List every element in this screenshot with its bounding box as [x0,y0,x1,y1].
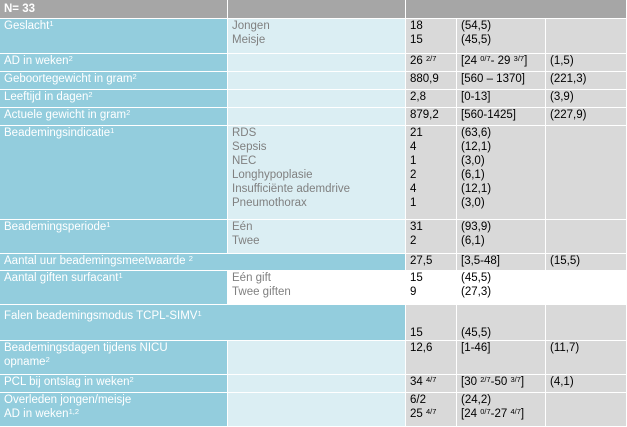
row-label-leeftijd: Leeftijd in dagen$^2$ [0,90,228,108]
table-row: Actuele gewicht in gram$^2$ 879,2 [560-1425] (227,9) [0,108,627,126]
table-row: PCL bij ontslag in weken$^2$ 34 $^{4/7}$ [30 $^{2/7}$-50 $^{3/7}$] (4,1) [0,375,627,393]
table-header-row [0,0,627,19]
table-row: Geslacht$^1$ Jongen Meisje 18 15 (54,5) (45,5) [0,19,627,54]
table-row: Beademingsindicatie$^1$ RDS Sepsis NEC Longhypoplasie Insufficiënte ademdrive Pneumothorax 21 4 1 2 4 1 (63,6) (12,1) (3,0) (6,1) (12,1) (3,0) [0,126,627,220]
row-label-beademingsperiode: Beademingsperiode$^1$ [0,220,228,254]
row-label-geboortegewicht: Geboortegewicht in gram$^2$ [0,72,228,90]
table-row: Beademingsdagen tijdens NICU opname$^2$ 12,6 [1-46] (11,7) [0,341,627,375]
row-label-geslacht: Geslacht$^1$ [0,19,228,54]
table-row: Falen beademingsmodus TCPL-SIMV$^1$ 15 (45,5) [0,305,627,341]
n-count: N= 33 [0,0,228,19]
row-label-aantal-uur: Aantal uur beademingsmeetwaarde $^2$ [0,254,406,271]
row-label-surfactant: Aantal giften surfacant$^1$ [0,271,228,305]
table-row: Aantal uur beademingsmeetwaarde $^2$ 27,5 [3,5-48] (15,5) [0,254,627,271]
table-row: Leeftijd in dagen$^2$ 2,8 [0-13] (3,9) [0,90,627,108]
row-label-actueel-gewicht: Actuele gewicht in gram$^2$ [0,108,228,126]
row-label-ad: AD in weken$^2$ [0,54,228,72]
row-label-nicu: Beademingsdagen tijdens NICU opname$^2$ [0,341,228,375]
table-row: Beademingsperiode$^1$ Eén Twee 31 2 (93,9) (6,1) [0,220,627,254]
table-row: Aantal giften surfacant$^1$ Eén gift Twee giften 15 9 (45,5) (27,3) [0,271,627,305]
row-label-pcl: PCL bij ontslag in weken$^2$ [0,375,228,393]
row-label-beademingsindicatie: Beademingsindicatie$^1$ [0,126,228,220]
table-row: Overleden jongen/meisje AD in weken$^{1,2}$ 6/2 25 $^{4/7}$ (24,2) [24 $^{0/7}$-27 $^{4/7}$] [0,393,627,427]
table-row: AD in weken$^2$ 26 $^{2/7}$ [24 $^{0/7}$- 29 $^{3/7}$] (1,5) [0,54,627,72]
row-label-overleden: Overleden jongen/meisje AD in weken$^{1,2}$ [0,393,228,427]
table-row: Geboortegewicht in gram$^2$ 880,9 [560 – 1370] (221,3) [0,72,627,90]
row-label-falen: Falen beademingsmodus TCPL-SIMV$^1$ [0,305,406,341]
